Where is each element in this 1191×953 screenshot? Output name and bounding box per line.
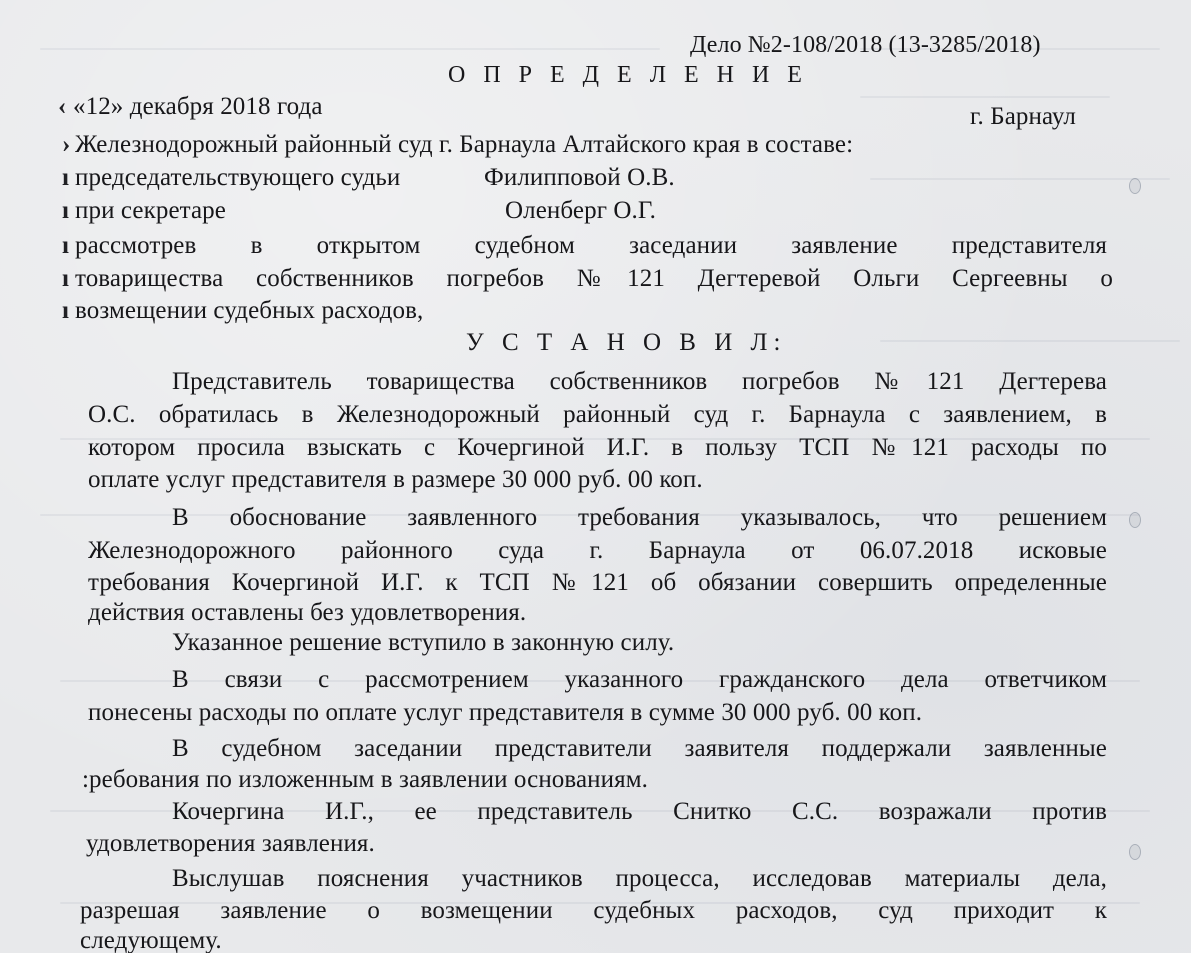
paragraph-line: В связи с рассмотрением указанного гражданского дела ответчиком (172, 666, 1107, 693)
considering-line: возмещении судебных расходов, (75, 297, 424, 324)
paragraph-line: следующему. (80, 927, 222, 953)
punch-hole-mark (1129, 844, 1141, 860)
paragraph-line: О.С. обратилась в Железнодорожный районный суд г. Барнаула с заявлением, в (88, 401, 1107, 428)
considering-line: товарищества собственников погребов №121 Дегтеревой Ольги Сергеевны о (75, 265, 1113, 292)
paragraph-line: действия оставлены без удовлетворения. (88, 599, 527, 626)
punch-hole-mark (1129, 512, 1141, 528)
paragraph-line: оплате услуг представителя в размере 30 000 руб. 00 коп. (88, 466, 703, 493)
section-heading: У С Т А Н О В И Л: (466, 329, 787, 356)
judge-label: председательствующего судьи (75, 164, 401, 191)
margin-mark: ı (62, 232, 69, 259)
paragraph-line: Железнодорожного районного суда г. Барнаула от 06.07.2018 исковые (88, 537, 1107, 564)
paragraph-line: удовлетворения заявления. (86, 830, 375, 857)
margin-mark: ‹ (58, 93, 67, 120)
paragraph-line: Представитель товарищества собственников погребов №121 Дегтерева (172, 368, 1107, 395)
paragraph-line: В обоснование заявленного требования указывалось, что решением (172, 504, 1107, 531)
court-composition: Железнодорожный районный суд г. Барнаула Алтайского края в составе: (75, 131, 854, 158)
document-title: О П Р Е Д Е Л Е Н И Е (448, 62, 808, 88)
paragraph-line: понесены расходы по оплате услуг представителя в сумме 30 000 руб. 00 коп. (88, 699, 923, 726)
paragraph-line: Кочергина И.Г., ее представитель Снитко С.С. возражали против (172, 798, 1107, 825)
paragraph-line: Выслушав пояснения участников процесса, исследовав материалы дела, (172, 865, 1107, 892)
paragraph-line: Указанное решение вступило в законную силу. (172, 629, 675, 656)
paragraph-line: разрешая заявление о возмещении судебных расходов, суд приходит к (80, 897, 1107, 924)
secretary-label: при секретаре (75, 197, 226, 224)
margin-mark: ı (62, 197, 69, 224)
bleed-through-line (870, 178, 1170, 180)
punch-hole-mark (1129, 178, 1141, 194)
margin-mark: ı (62, 297, 69, 324)
margin-mark: › (62, 131, 71, 158)
paragraph-line: котором просила взыскать с Кочергиной И.Г. в пользу ТСП №121 расходы по (88, 434, 1107, 461)
case-number: Дело №2-108/2018 (13-3285/2018) (690, 32, 1041, 58)
paragraph-line: требования Кочергиной И.Г. к ТСП №121 об обязании совершить определенные (88, 569, 1107, 596)
bleed-through-line (880, 340, 1180, 342)
paragraph-line: В судебном заседании представители заявителя поддержали заявленные (172, 735, 1107, 762)
paragraph-line: :ребования по изложенным в заявлении основаниям. (82, 766, 648, 793)
document-date: «12» декабря 2018 года (73, 93, 323, 120)
judge-name: Филипповой О.В. (484, 164, 675, 191)
considering-line: рассмотрев в открытом судебном заседании заявление представителя (75, 232, 1107, 259)
secretary-name: Оленберг О.Г. (505, 197, 656, 224)
margin-mark: ı (62, 265, 69, 292)
bleed-through-line (40, 48, 660, 50)
margin-mark: ı (62, 164, 69, 191)
document-city: г. Барнаул (970, 103, 1076, 130)
bleed-through-line (860, 96, 1110, 98)
